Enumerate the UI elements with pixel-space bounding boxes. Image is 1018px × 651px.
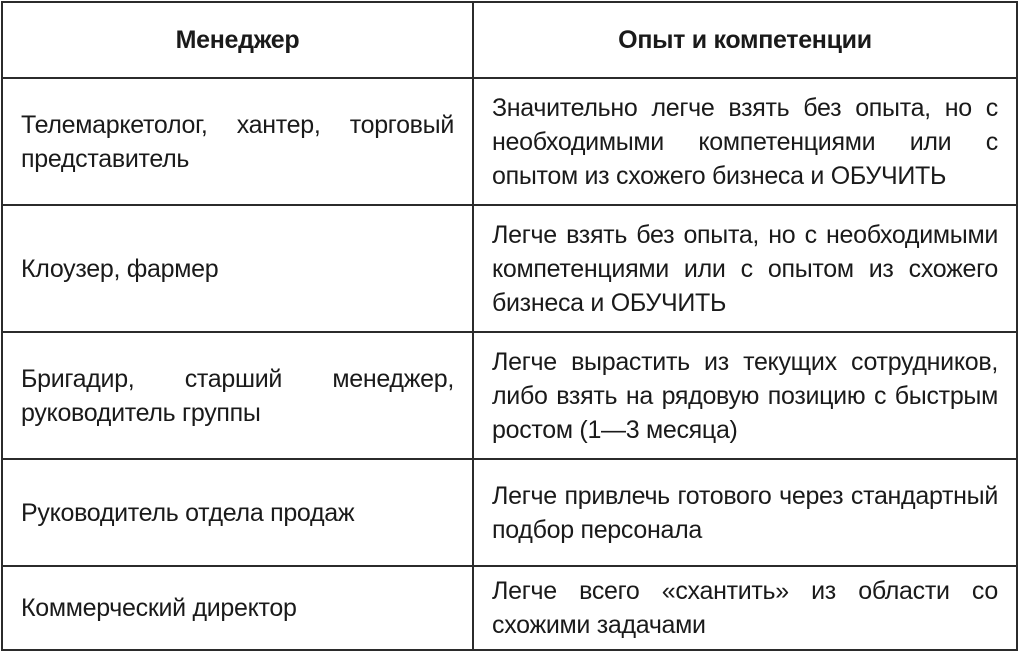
manager-cell: Телемаркетолог, хантер, торговый представитель	[2, 78, 473, 205]
table-row	[2, 332, 1017, 459]
table-row	[2, 459, 1017, 566]
manager-cell: Клоузер, фармер	[2, 205, 473, 332]
table-body	[2, 78, 1017, 650]
managers-table	[1, 1, 1018, 651]
table-row	[2, 78, 1017, 205]
table-header	[2, 2, 1017, 78]
experience-cell: Легче вырастить из текущих сотрудников, либо взять на рядовую позицию с быстрым ростом (1—3 месяца)	[473, 332, 1017, 459]
table-row	[2, 205, 1017, 332]
header-manager: Менеджер	[2, 2, 473, 78]
manager-cell: Коммерческий директор	[2, 566, 473, 650]
experience-cell: Легче взять без опыта, но с необходимыми компетенциями или с опытом из схожего бизнеса и ОБУЧИТЬ	[473, 205, 1017, 332]
experience-cell: Легче всего «схантить» из области со схожими задачами	[473, 566, 1017, 650]
header-row	[2, 2, 1017, 78]
experience-cell: Значительно легче взять без опыта, но с необходимыми компетенциями или с опытом из схожего бизнеса и ОБУЧИТЬ	[473, 78, 1017, 205]
manager-cell: Бригадир, старший менеджер, руководитель группы	[2, 332, 473, 459]
table-row	[2, 566, 1017, 650]
header-experience: Опыт и компетенции	[473, 2, 1017, 78]
manager-cell: Руководитель отдела продаж	[2, 459, 473, 566]
experience-cell: Легче привлечь готового через стандартный подбор персонала	[473, 459, 1017, 566]
